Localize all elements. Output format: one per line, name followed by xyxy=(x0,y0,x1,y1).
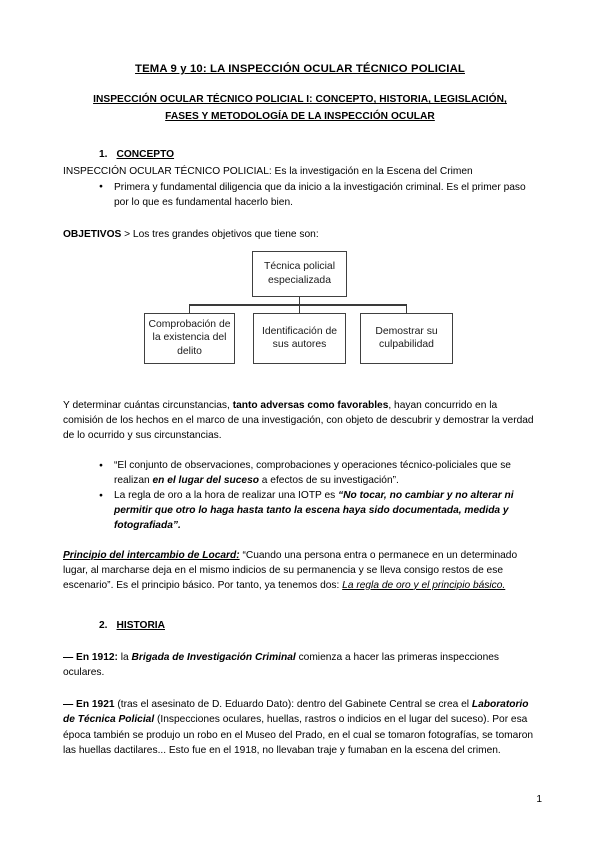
historia-1912-a: la xyxy=(120,652,132,664)
historia-1921-year: En 1921 xyxy=(76,699,115,711)
historia-1921-paragraph xyxy=(63,697,537,757)
determinar-part-c: , hayan concurrido en la comisión de los hechos en el marco de una investigación, con objeto de descubrir y demostrar la verdad de lo ocurrido y sus circunstancias. xyxy=(63,399,534,441)
regla-oro-a: La regla de oro a la hora de realizar una IOTP es xyxy=(114,490,339,502)
page-title-text: TEMA 9 y 10: LA INSPECCIÓN OCULAR TÉCNICO POLICIAL xyxy=(135,63,465,75)
historia-1921-laboratorio: Laboratorio de Técnica Policial xyxy=(63,699,529,726)
list-item xyxy=(63,488,537,533)
list-item xyxy=(63,458,537,488)
concepto-definition xyxy=(63,164,537,179)
regla-oro-quote: “No tocar, no cambiar y no alterar ni permitir que otro lo haga hasta tanto la escena haya sido documentada, medida y fotografiada”. xyxy=(114,490,514,532)
locard-paragraph xyxy=(63,548,537,593)
diagram-node-root-label: Técnica policial especializada xyxy=(263,261,336,286)
definicion-quote-a: “El conjunto de observaciones, comprobaciones y operaciones técnico-policiales que se realizan xyxy=(114,460,511,487)
historia-1921-dash: — xyxy=(63,699,77,711)
diagram-node-child-2-label: Identificación de sus autores xyxy=(261,325,338,351)
diagram-node-child-1-label: Comprobación de la existencia del delito xyxy=(148,318,231,358)
historia-1912-year: En 1912: xyxy=(76,652,121,664)
locard-body-2: La regla de oro y el principio básico. xyxy=(342,579,506,591)
section-number-concepto: 1. xyxy=(99,149,108,161)
historia-1912-brigada: Brigada de Investigación Criminal xyxy=(131,652,296,664)
subtitle-line-2: FASES Y METODOLOGÍA DE LA INSPECCIÓN OCULAR xyxy=(165,110,435,122)
locard-body-1: “Cuando una persona entra o permanece en un determinado lugar, al marcharse deja en el mismo indicios de su permanencia y se lleva consigo restos de ese escenario”. Es el principio básico. Por tanto, ya tenemos dos: xyxy=(63,549,518,591)
historia-1921-a: (tras el asesinato de D. Eduardo Dato): dentro del Gabinete Central se crea el xyxy=(114,699,472,711)
document-content xyxy=(63,62,537,758)
section-heading-historia xyxy=(63,618,537,633)
objetivos-rest: > Los tres grandes objetivos que tiene son: xyxy=(121,228,319,240)
determinar-part-a: Y determinar cuántas circunstancias, xyxy=(63,399,233,411)
definiciones-bullet-list xyxy=(63,458,537,533)
historia-1912-dash: — xyxy=(63,652,77,664)
diagram-node-child-1 xyxy=(144,313,235,364)
page-title xyxy=(63,62,537,76)
section-heading-concepto xyxy=(63,147,537,162)
document-subtitle xyxy=(63,92,537,125)
historia-1912-paragraph xyxy=(63,650,537,680)
section-number-historia: 2. xyxy=(99,619,108,631)
concepto-definition-lead: INSPECCIÓN OCULAR TÉCNICO POLICIAL: xyxy=(63,166,275,178)
concepto-bullet-list xyxy=(63,180,537,210)
list-item xyxy=(63,180,537,210)
diagram-node-child-3 xyxy=(360,313,453,364)
definicion-quote-c: a efectos de su investigación”. xyxy=(258,475,399,487)
determinar-emphasis: tanto adversas como favorables xyxy=(232,399,389,411)
locard-title: Principio del intercambio de Locard: xyxy=(63,549,240,561)
concepto-definition-rest: Es la investigación en la Escena del Crimen xyxy=(274,166,473,178)
diagram-node-child-2 xyxy=(253,313,346,364)
section-title-historia: HISTORIA xyxy=(116,619,165,631)
page-number: 1 xyxy=(536,794,542,805)
objetivos-line xyxy=(63,227,537,242)
historia-1912-b: comienza a hacer las primeras inspecciones oculares. xyxy=(63,652,500,679)
subtitle-line-1: INSPECCIÓN OCULAR TÉCNICO POLICIAL I: CONCEPTO, HISTORIA, LEGISLACIÓN, xyxy=(93,94,507,106)
determinar-paragraph xyxy=(63,398,537,443)
definicion-quote-emphasis: en el lugar del suceso xyxy=(152,475,259,487)
diagram-node-child-3-label: Demostrar su culpabilidad xyxy=(375,325,438,351)
historia-1921-b: (Inspecciones oculares, huellas, rastros o indicios en el lugar del suceso). Por esa época también se produjo un robo en el Museo del Prado, en el cual se tomaron fotografías, se tomaron las huellas dactilares... Esto fue en el 1918, no llevaban traje y fumaban en la escena del crimen. xyxy=(63,714,534,756)
diagram-connector-horizontal xyxy=(189,304,407,305)
section-title-concepto: CONCEPTO xyxy=(116,149,175,161)
objetivos-diagram xyxy=(63,251,537,384)
diagram-node-root xyxy=(252,251,347,297)
concepto-bullet-1-text: Primera y fundamental diligencia que da inicio a la investigación criminal. Es el primer paso por lo que es fundamental hacerlo bien. xyxy=(114,181,526,208)
objetivos-label: OBJETIVOS xyxy=(63,228,122,240)
